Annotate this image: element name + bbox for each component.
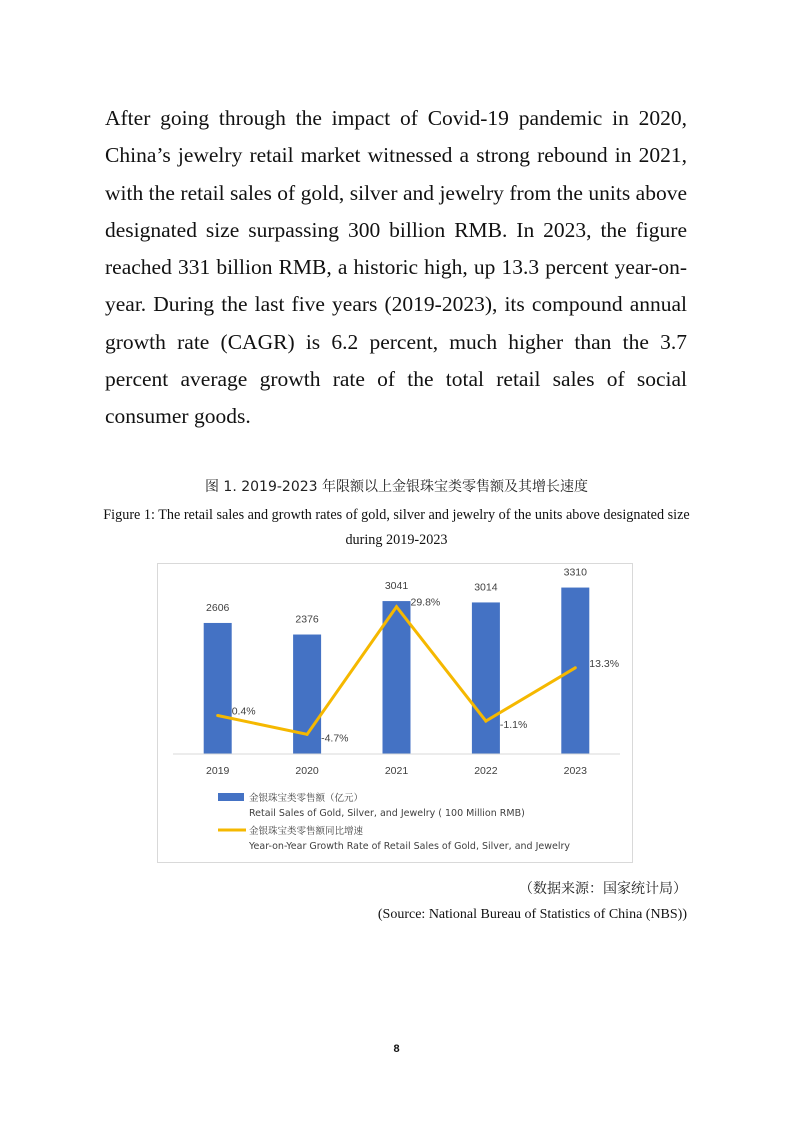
legend-label-growth-rate-cn: 金银珠宝类零售额同比增速 [249, 826, 364, 837]
source-note-chinese: （数据来源：国家统计局） [519, 881, 687, 897]
legend-label-retail-sales-en: Retail Sales of Gold, Silver, and Jewelry ( 100 Million RMB) [249, 808, 525, 819]
chart-svg [158, 564, 634, 864]
legend-label-retail-sales-cn: 金银珠宝类零售额（亿元） [249, 793, 364, 804]
bar-2019 [204, 623, 232, 754]
growth-point-2019 [216, 714, 219, 717]
growth-point-2023 [574, 666, 577, 669]
legend-swatch-retail-sales [218, 793, 244, 801]
x-tick-label-2022: 2022 [474, 765, 498, 777]
x-tick-label-2023: 2023 [563, 765, 587, 777]
x-tick-label-2019: 2019 [206, 765, 230, 777]
growth-label-2022: -1.1% [499, 719, 528, 732]
chart-container [157, 563, 633, 863]
bar-2023 [561, 588, 589, 754]
bar-value-label-2021: 3041 [384, 580, 409, 593]
body-paragraph: After going through the impact of Covid-19 pandemic in 2020, China’s jewelry retail market witnessed a strong rebound in 2021, with the retail sales of gold, silver and jewelry from the units above designated size surpassing 300 billion RMB. In 2023, the figure reached 331 billion RMB, a historic high, up 13.3 percent year-on-year. During the last five years (2019-2023), its compound annual growth rate (CAGR) is 6.2 percent, much higher than the 3.7 percent average growth rate of the total retail sales of social consumer goods. [105, 106, 687, 429]
page-number: 8 [393, 1043, 400, 1055]
x-tick-label-2021: 2021 [384, 765, 409, 777]
growth-point-2020 [306, 733, 309, 736]
source-note-english: (Source: National Bureau of Statistics of China (NBS)) [377, 907, 687, 922]
growth-label-2023: 13.3% [589, 657, 620, 670]
growth-label-2021: 29.8% [410, 596, 441, 609]
growth-point-2021 [395, 605, 398, 608]
growth-point-2022 [484, 720, 487, 723]
growth-label-2020: -4.7% [321, 732, 349, 745]
bar-2020 [293, 635, 321, 754]
bar-value-label-2023: 3310 [563, 566, 587, 579]
bar-2021 [383, 601, 411, 754]
bar-value-label-2019: 2606 [206, 601, 230, 614]
bar-value-label-2020: 2376 [295, 613, 319, 626]
legend-label-growth-rate-en: Year-on-Year Growth Rate of Retail Sales of Gold, Silver, and Jewelry [249, 841, 571, 852]
growth-label-2019: 0.4% [231, 705, 256, 718]
bar-value-label-2022: 3014 [474, 581, 498, 594]
x-tick-label-2020: 2020 [295, 765, 319, 777]
figure-caption-english: Figure 1: The retail sales and growth rates of gold, silver and jewelry of the units above designated size during 2019-2023 [103, 507, 690, 548]
bar-2022 [472, 602, 500, 754]
figure-caption-chinese: 图 1. 2019-2023 年限额以上金银珠宝类零售额及其增长速度 [204, 479, 589, 495]
